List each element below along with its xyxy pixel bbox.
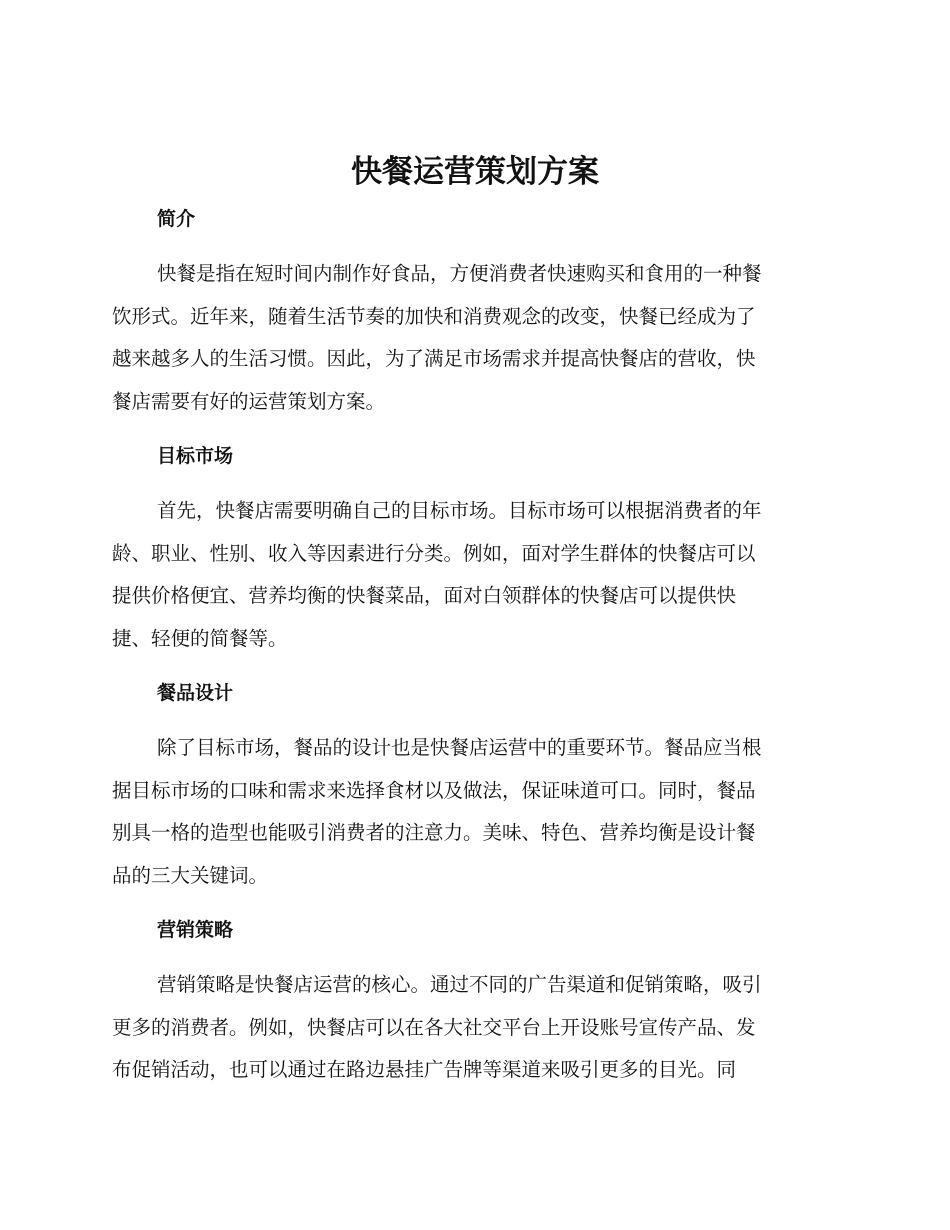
paragraph-line: 更多的消费者。例如，快餐店可以在各大社交平台上开设账号宣传产品、发 xyxy=(112,1015,756,1039)
paragraph-line: 越来越多人的生活习惯。因此，为了满足市场需求并提高快餐店的营收，快 xyxy=(112,347,756,370)
section-paragraph-target-market xyxy=(112,490,830,660)
paragraph-line: 饮形式。近年来，随着生活节奏的加快和消费观念的改变，快餐已经成为了 xyxy=(112,304,756,328)
paragraph-line: 除了目标市场，餐品的设计也是快餐店运营中的重要环节。餐品应当根 xyxy=(157,736,762,759)
section-heading-marketing: 营销策略 xyxy=(157,919,234,941)
section-heading-menu-design: 餐品设计 xyxy=(157,682,234,704)
paragraph-line: 餐店需要有好的运营策划方案。 xyxy=(112,389,386,413)
paragraph-line: 别具一格的造型也能吸引消费者的注意力。美味、特色、营养均衡是设计餐 xyxy=(112,821,756,844)
paragraph-line: 龄、职业、性别、收入等因素进行分类。例如，面对学生群体的快餐店可以 xyxy=(112,541,756,565)
paragraph-line: 营销策略是快餐店运营的核心。通过不同的广告渠道和促销策略，吸引 xyxy=(157,973,762,996)
section-heading-target-market: 目标市场 xyxy=(157,445,234,467)
document-title: 快餐运营策划方案 xyxy=(351,154,599,190)
section-paragraph-menu-design xyxy=(112,727,830,897)
paragraph-line: 快餐是指在短时间内制作好食品，方便消费者快速购买和食用的一种餐 xyxy=(157,262,762,285)
paragraph-line: 首先，快餐店需要明确自己的目标市场。目标市场可以根据消费者的年 xyxy=(157,499,762,522)
paragraph-line: 提供价格便宜、营养均衡的快餐菜品，面对白领群体的快餐店可以提供快 xyxy=(112,584,737,607)
paragraph-line: 品的三大关键词。 xyxy=(112,863,269,887)
section-paragraph-marketing xyxy=(112,964,830,1092)
section-heading-intro: 简介 xyxy=(157,208,196,230)
paragraph-line: 据目标市场的口味和需求来选择食材以及做法，保证味道可口。同时，餐品 xyxy=(112,778,756,802)
paragraph-line: 捷、轻便的简餐等。 xyxy=(112,626,288,650)
section-paragraph-intro xyxy=(112,253,830,423)
paragraph-line: 布促销活动，也可以通过在路边悬挂广告牌等渠道来吸引更多的目光。同 xyxy=(112,1058,737,1081)
